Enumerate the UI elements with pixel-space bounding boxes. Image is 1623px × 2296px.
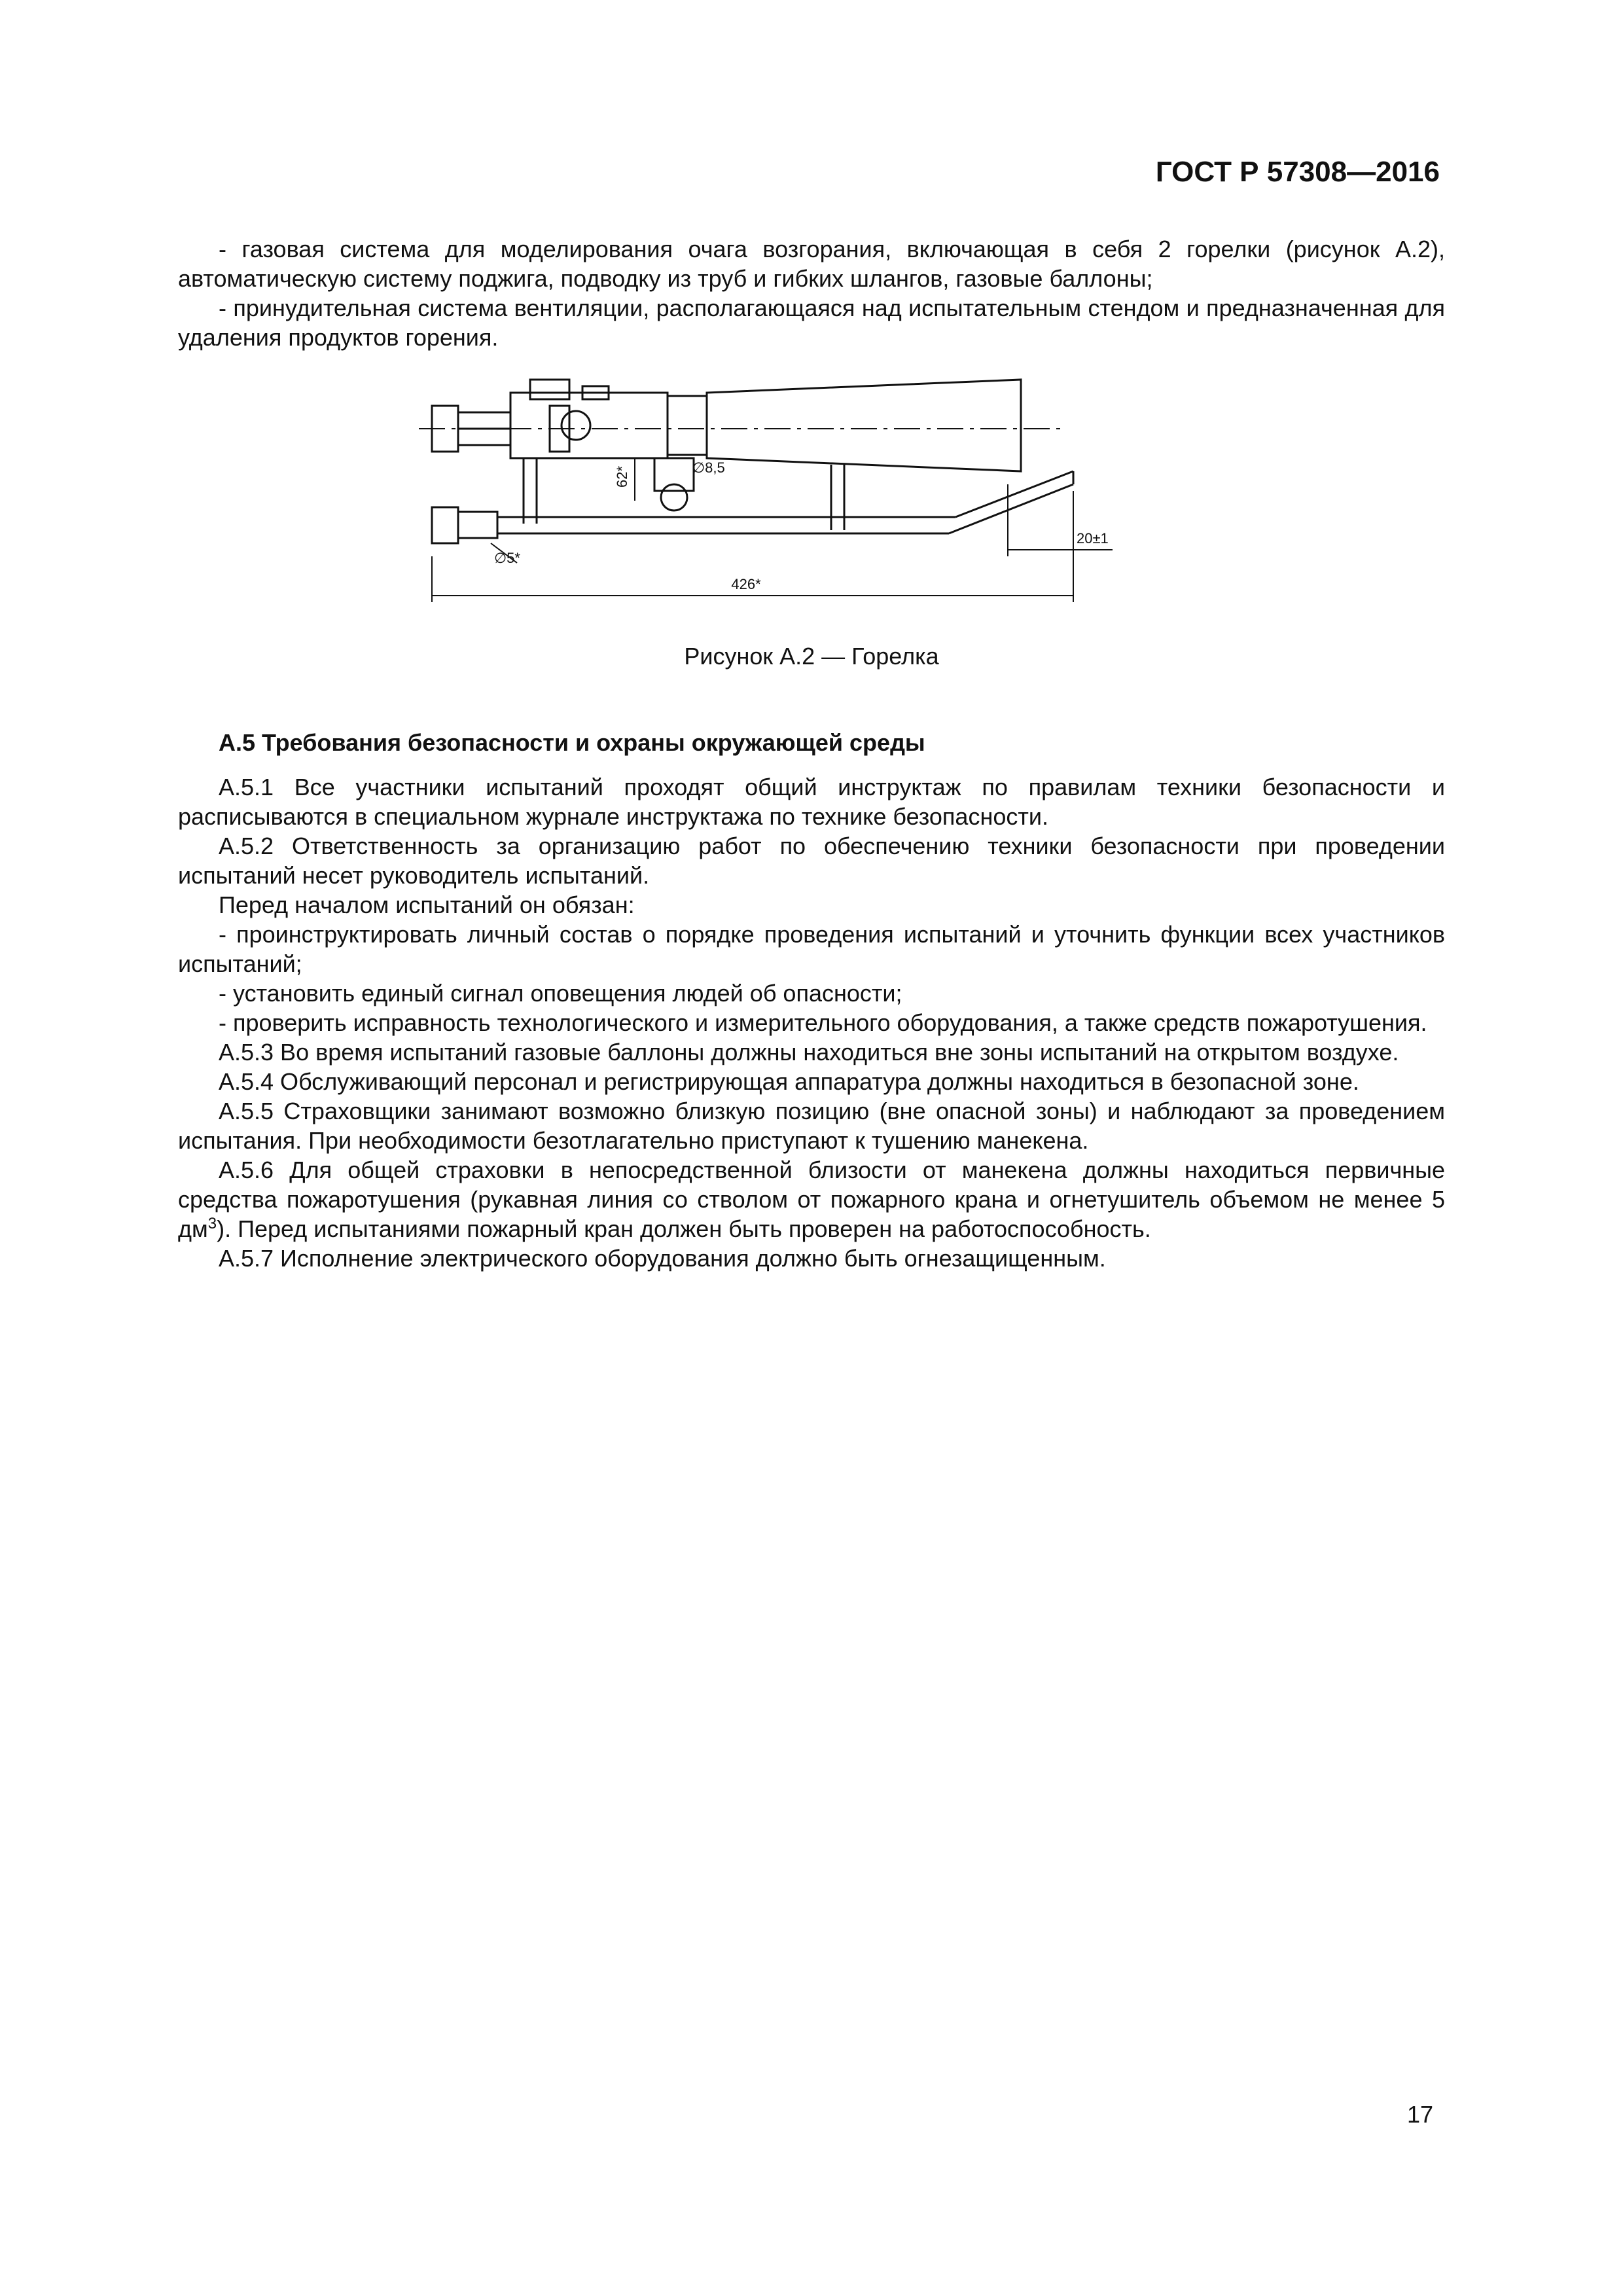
dim-tip-label: 20±1 bbox=[1077, 530, 1109, 547]
section-paragraph: Перед началом испытаний он обязан: bbox=[219, 891, 635, 918]
a56-superscript: 3 bbox=[207, 1215, 217, 1232]
page-number: 17 bbox=[1406, 2101, 1433, 2128]
section-paragraph: - установить единый сигнал оповещения людей об опасности; bbox=[219, 980, 902, 1007]
burner-drawing bbox=[419, 367, 1126, 615]
section-body bbox=[178, 772, 1445, 1273]
intro-item: - принудительная система вентиляции, располагающаяся над испытательным стендом и предназначенная для удаления продуктов горения. bbox=[178, 295, 1445, 351]
dim-tube-label: ∅5* bbox=[494, 550, 520, 566]
dim-total-label: 426* bbox=[731, 576, 761, 592]
a56-main: А.5.6 Для общей страховки в непосредственной близости от манекена должны находиться первичные средства пожаротушения (рукавная линия со стволом от пожарного крана и огнетушитель объемом не менее 5 дм bbox=[178, 1157, 1445, 1242]
section-paragraph: - проинструктировать личный состав о порядке проведения испытаний и уточнить функции всех участников испытаний; bbox=[178, 921, 1445, 977]
dim-height-label: 62* bbox=[614, 465, 630, 488]
section-paragraph: А.5.3 Во время испытаний газовые баллоны должны находиться вне зоны испытаний на открытом воздухе. bbox=[219, 1039, 1399, 1066]
section-paragraph: А.5.5 Страховщики занимают возможно близкую позицию (вне опасной зоны) и наблюдают за проведением испытания. При необходимости безотлагательно приступают к тушению манекена. bbox=[178, 1098, 1445, 1154]
figure-caption: Рисунок А.2 — Горелка bbox=[684, 643, 939, 670]
intro-item: - газовая система для моделирования очага возгорания, включающая в себя 2 горелки (рисунок А.2), автоматическую систему поджига, подводку из труб и гибких шлангов, газовые баллоны; bbox=[178, 236, 1445, 292]
section-paragraph-a56 bbox=[178, 1155, 1445, 1244]
intro-list bbox=[178, 234, 1445, 352]
a56-tail: ). Перед испытаниями пожарный кран должен быть проверен на работоспособность. bbox=[217, 1215, 1151, 1242]
standard-header: ГОСТ Р 57308—2016 bbox=[1155, 156, 1440, 188]
section-paragraph: А.5.4 Обслуживающий персонал и регистрирующая аппаратура должны находиться в безопасной зоне. bbox=[219, 1068, 1359, 1095]
section-paragraph: А.5.1 Все участники испытаний проходят общий инструктаж по правилам техники безопасности и расписываются в специальном журнале инструктажа по технике безопасности. bbox=[178, 774, 1445, 830]
section-paragraph: А.5.7 Исполнение электрического оборудования должно быть огнезащищенным. bbox=[219, 1245, 1106, 1272]
dim-hole-label: ∅8,5 bbox=[692, 459, 725, 476]
section-title: А.5 Требования безопасности и охраны окружающей среды bbox=[219, 729, 925, 756]
section-paragraph: А.5.2 Ответственность за организацию работ по обеспечению техники безопасности при проведении испытаний несет руководитель испытаний. bbox=[178, 833, 1445, 889]
bottom-inlet bbox=[432, 507, 458, 543]
section-paragraph: - проверить исправность технологического и измерительного оборудования, а также средств пожаротушения. bbox=[219, 1009, 1427, 1036]
burner-cone bbox=[707, 380, 1021, 471]
burner-bracket bbox=[510, 393, 668, 458]
burner-neck bbox=[668, 396, 707, 455]
